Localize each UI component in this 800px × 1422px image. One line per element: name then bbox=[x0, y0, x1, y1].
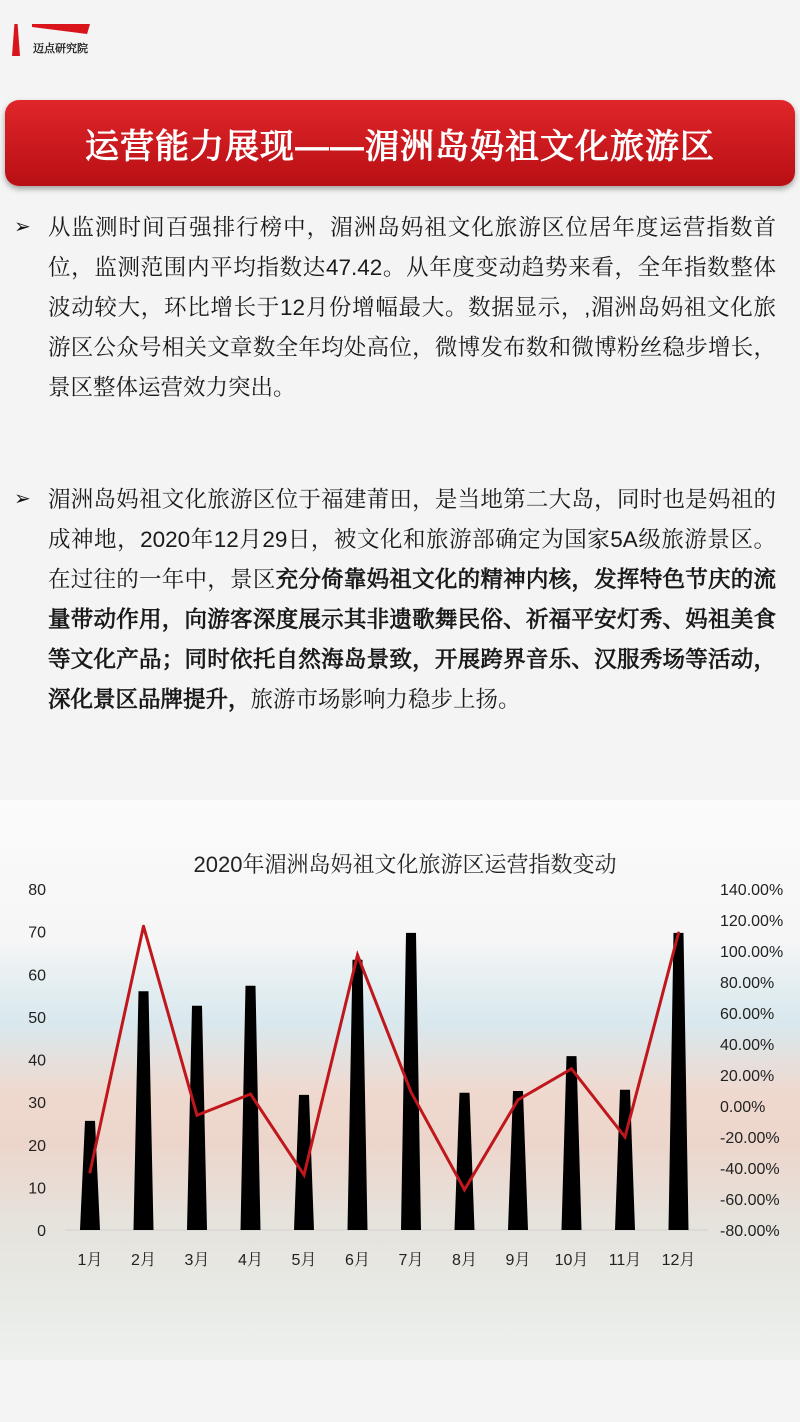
line-point bbox=[356, 954, 359, 957]
x-tick-label: 11月 bbox=[608, 1252, 642, 1269]
text-normal: 湄洲岛妈祖文化旅游区位于福建莆田，是当地第二大岛，同时也是妈祖的成神地，2020年12月29日，被文化和旅游部确定为国家5A级旅游景区。在过往的一年中，景区 bbox=[48, 487, 776, 592]
y2-tick-label: 80.00% bbox=[720, 975, 775, 992]
x-tick-label: 2月 bbox=[131, 1252, 156, 1269]
bar bbox=[401, 933, 421, 1230]
bullet-paragraph-1 bbox=[14, 208, 784, 408]
x-tick-label: 3月 bbox=[184, 1252, 210, 1269]
x-tick-label: 9月 bbox=[505, 1252, 531, 1269]
line-point bbox=[410, 1091, 413, 1094]
y2-tick-label: 20.00% bbox=[720, 1068, 775, 1085]
y-tick-label: 70 bbox=[28, 924, 46, 942]
y-tick-label: 80 bbox=[28, 882, 46, 899]
bar bbox=[455, 1093, 475, 1230]
lighthouse-icon bbox=[12, 24, 20, 56]
logo-flag-icon bbox=[32, 24, 90, 34]
y2-tick-label: -40.00% bbox=[720, 1161, 780, 1178]
bar bbox=[669, 933, 689, 1230]
paragraph-text bbox=[48, 480, 776, 720]
line-point bbox=[89, 1171, 92, 1174]
y2-tick-label: 140.00% bbox=[720, 882, 784, 899]
x-tick-label: 12月 bbox=[661, 1252, 696, 1269]
title-banner bbox=[5, 100, 795, 186]
line-point bbox=[303, 1173, 306, 1176]
chart-title: 2020年湄洲岛妈祖文化旅游区运营指数变动 bbox=[193, 852, 617, 877]
bullet-paragraph-2 bbox=[14, 480, 784, 720]
line-point bbox=[142, 925, 145, 928]
y2-tick-label: -60.00% bbox=[720, 1192, 780, 1209]
line-point bbox=[570, 1067, 573, 1070]
line-series bbox=[90, 926, 679, 1189]
bar bbox=[187, 1006, 207, 1230]
logo-name: 迈点研究院 bbox=[33, 43, 88, 55]
x-tick-label: 1月 bbox=[77, 1252, 103, 1269]
chart-svg bbox=[0, 800, 800, 1360]
text-bold: 充分倚靠妈祖文化的精神内核，发挥特色节庆的流量带动作用，向游客深度展示其非遗歌舞民俗、祈福平安灯秀、妈祖美食等文化产品；同时依托自然海岛景致，开展跨界音乐、汉服秀场等活动，深化景区品牌提升， bbox=[48, 567, 776, 712]
y2-tick-label: 120.00% bbox=[720, 913, 784, 930]
line-point bbox=[463, 1188, 466, 1191]
x-tick-label: 8月 bbox=[452, 1252, 477, 1269]
bar bbox=[241, 986, 261, 1230]
y2-tick-label: 100.00% bbox=[720, 944, 784, 961]
arrow-bullet-icon: ➢ bbox=[14, 216, 31, 238]
y-tick-label: 20 bbox=[28, 1137, 46, 1155]
y-tick-label: 10 bbox=[28, 1180, 46, 1198]
bar bbox=[562, 1056, 582, 1230]
y2-tick-label: 0.00% bbox=[720, 1099, 766, 1116]
line-point bbox=[196, 1114, 199, 1117]
x-tick-label: 5月 bbox=[291, 1252, 317, 1269]
text-normal: 旅游市场影响力稳步上扬。 bbox=[250, 687, 521, 712]
x-tick-label: 10月 bbox=[554, 1252, 589, 1269]
y2-tick-label: 60.00% bbox=[720, 1006, 775, 1023]
y-tick-label: 30 bbox=[28, 1095, 46, 1113]
x-tick-label: 7月 bbox=[398, 1252, 424, 1269]
line-point bbox=[624, 1136, 627, 1139]
paragraph-text: 从监测时间百强排行榜中，湄洲岛妈祖文化旅游区位居年度运营指数首位，监测范围内平均指数达47.42。从年度变动趋势来看，全年指数整体波动较大，环比增长于12月份增幅最大。数据显示，,湄洲岛妈祖文化旅游区公众号相关文章数全年均处高位，微博发布数和微博粉丝稳步增长，景区整体运营效力突出。 bbox=[48, 215, 776, 400]
arrow-bullet-icon: ➢ bbox=[14, 488, 31, 510]
y-tick-label: 60 bbox=[28, 967, 46, 985]
y-tick-label: 50 bbox=[28, 1009, 46, 1027]
line-point bbox=[677, 932, 680, 935]
bar bbox=[348, 960, 368, 1230]
bar bbox=[134, 991, 154, 1230]
y2-tick-label: -20.00% bbox=[720, 1130, 780, 1147]
y-tick-label: 40 bbox=[28, 1052, 46, 1070]
page-title: 运营能力展现——湄洲岛妈祖文化旅游区 bbox=[85, 127, 715, 166]
y2-tick-label: 40.00% bbox=[720, 1037, 775, 1054]
chart-area bbox=[0, 800, 800, 1360]
logo bbox=[8, 18, 88, 58]
x-tick-label: 4月 bbox=[238, 1252, 263, 1269]
y-tick-label: 0 bbox=[37, 1223, 46, 1240]
y2-tick-label: -80.00% bbox=[720, 1223, 780, 1240]
x-tick-label: 6月 bbox=[345, 1252, 370, 1269]
line-point bbox=[517, 1098, 520, 1101]
line-point bbox=[249, 1093, 252, 1096]
